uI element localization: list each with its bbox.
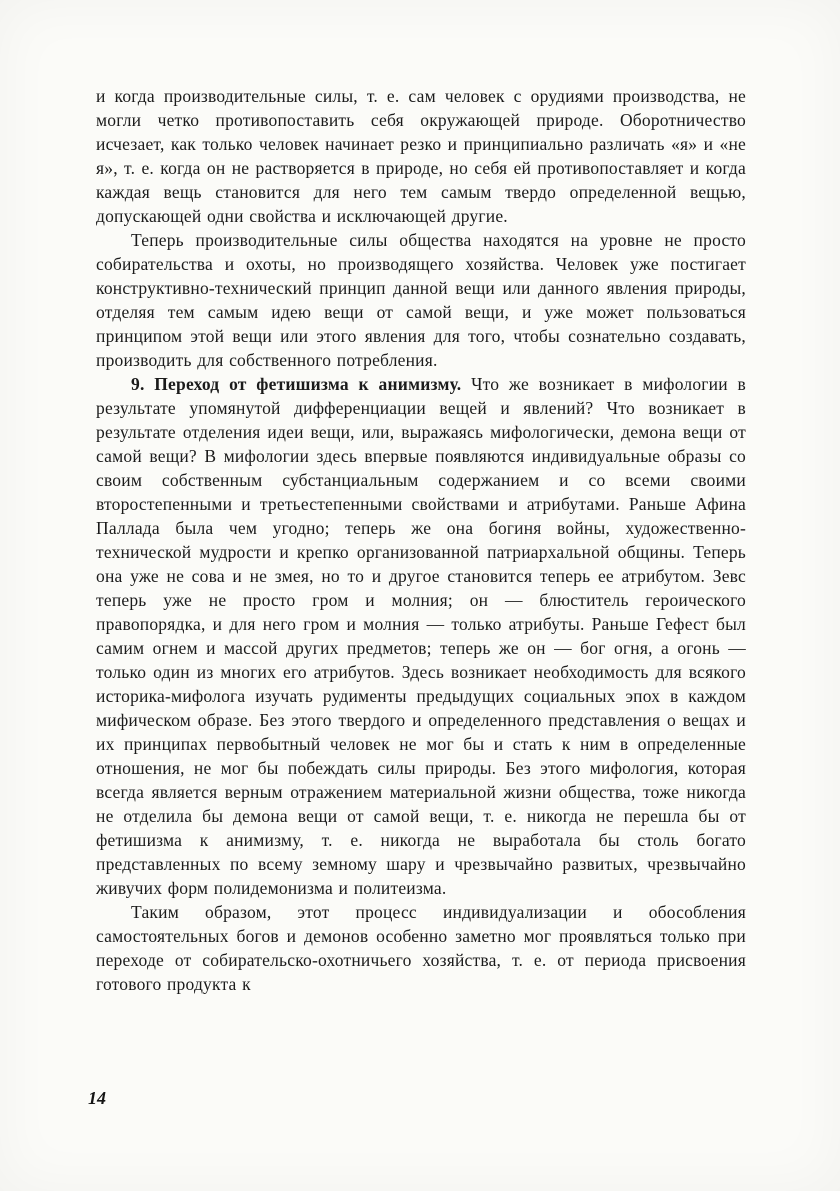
- section-heading: 9. Переход от фетишизма к анимизму.: [131, 374, 462, 394]
- paragraph: [96, 84, 746, 228]
- paragraph-text: Теперь производительные силы общества находятся на уровне не просто собирательства и охоты, но производящего хозяйства. Человек уже постигает конструктивно-технический принцип данной вещи или данного явления природы, отделяя тем самым идею вещи от самой вещи, и уже может пользоваться принципом этой вещи или этого явления для того, чтобы сознательно создавать, производить для собственного потребления.: [96, 230, 746, 370]
- paragraph-text: Что же возникает в мифологии в результате упомянутой дифференциации вещей и явлений? Что возникает в результате отделения идеи вещи, или, выражаясь мифологически, демона вещи от самой вещи? В мифологии здесь впервые появляются индивидуальные образы со своим собственным субстанциальным содержанием и со всеми своими второстепенными и третьестепенными свойствами и атрибутами. Раньше Афина Паллада была чем угодно; теперь же она богиня войны, художественно-технической мудрости и крепко организованной патриархальной общины. Теперь она уже не сова и не змея, но то и другое становится теперь ее атрибутом. Зевс теперь уже не просто гром и молния; он — блюститель героического правопорядка, и для него гром и молния — только атрибуты. Раньше Гефест был самим огнем и массой других предметов; теперь же он — бог огня, а огонь — только один из многих его атрибутов. Здесь возникает необходимость для всякого историка-мифолога изучать рудименты предыдущих социальных эпох в каждом мифическом образе. Без этого твердого и определенного представления о вещах и их принципах первобытный человек не мог бы и стать к ним в определенные отношения, не мог бы побеждать силы природы. Без этого мифология, которая всегда является верным отражением материальной жизни общества, тоже никогда не отделила бы демона вещи от самой вещи, т. е. никогда не перешла бы от фетишизма к анимизму, т. е. никогда не выработала бы столь богато представленных по всему земному шару и чрезвычайно развитых, чрезвычайно живучих форм полидемонизма и политеизма.: [96, 374, 746, 898]
- text-block: [96, 84, 746, 996]
- paragraph: [96, 900, 746, 996]
- paragraph: [96, 228, 746, 372]
- page-number: 14: [88, 1088, 106, 1108]
- paragraph-text: и когда производительные силы, т. е. сам человек с орудиями производства, не могли четко противопоставить себя окружающей природе. Оборотничество исчезает, как только человек начинает резко и принципиально различать «я» и «не я», т. е. когда он не растворяется в природе, но себя ей противопоставляет и когда каждая вещь становится для него тем самым твердо определенной вещью, допускающей одни свойства и исключающей другие.: [96, 86, 746, 226]
- paragraph-text: Таким образом, этот процесс индивидуализации и обособления самостоятельных богов и демонов особенно заметно мог проявляться только при переходе от собирательско-охотничьего хозяйства, т. е. от периода присвоения готового продукта к: [96, 902, 746, 994]
- paragraph: [96, 372, 746, 900]
